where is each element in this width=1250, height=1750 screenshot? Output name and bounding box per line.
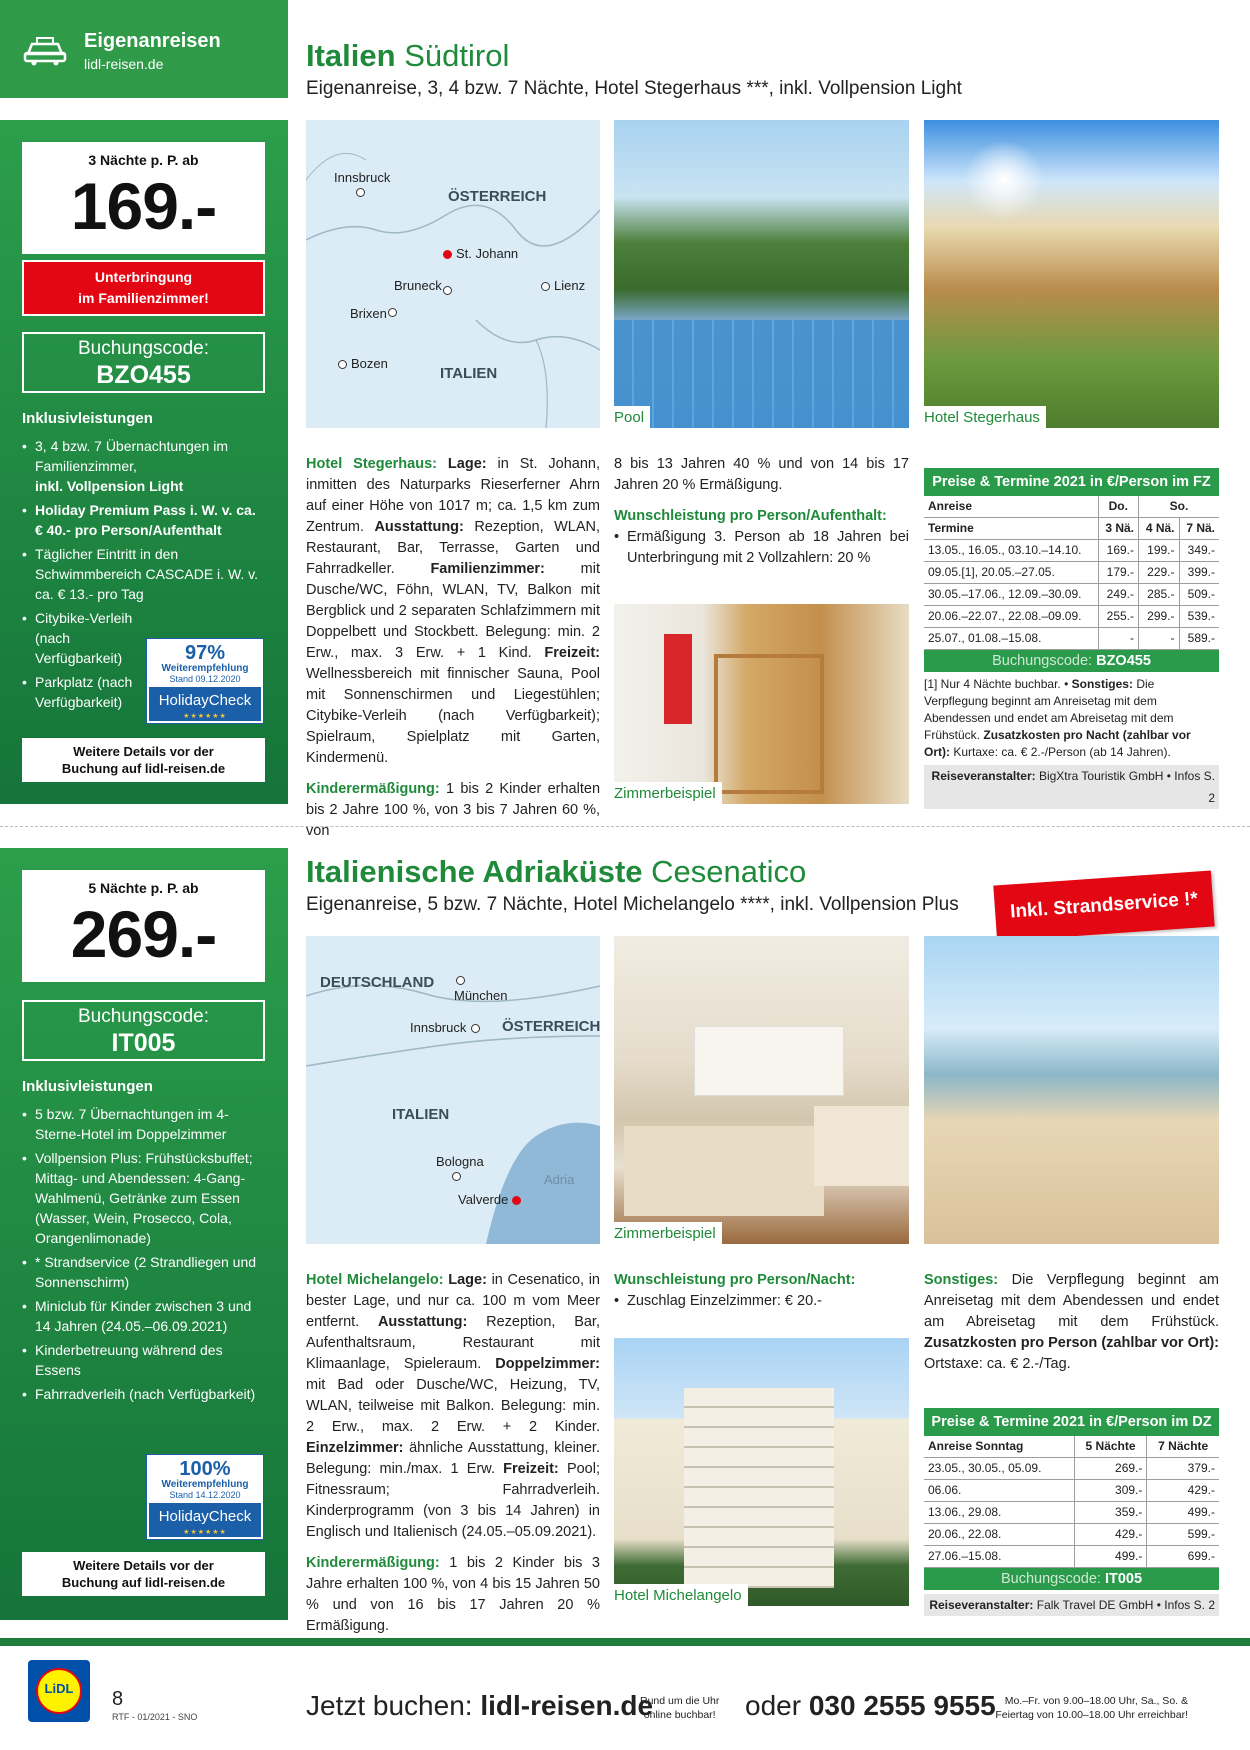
booking-code: BZO455 xyxy=(96,361,191,389)
price-value: 269.- xyxy=(70,897,217,971)
holidaycheck-logo: HolidayCheck ★★★★★★ xyxy=(149,687,261,721)
image-caption: Zimmerbeispiel xyxy=(614,1222,722,1244)
list-item: • Kinderbetreuung während des Essens xyxy=(22,1340,267,1380)
map-label-muenchen: München xyxy=(454,988,508,1003)
beach-service-badge: Inkl. Strandservice !* xyxy=(993,870,1214,941)
map-label-lienz: Lienz xyxy=(554,278,586,293)
offer2-subtitle: Eigenanreise, 5 bzw. 7 Nächte, Hotel Michelangelo ****, inkl. Vollpension Plus xyxy=(306,894,959,915)
map-destination-marker xyxy=(443,250,452,259)
offer1-map xyxy=(306,120,600,428)
map-country-austria: ÖSTERREICH xyxy=(448,188,547,205)
offer2-price-box xyxy=(22,870,265,982)
booking-code-box xyxy=(22,1000,265,1061)
list-item: • Fahrradverleih (nach Verfügbarkeit) xyxy=(22,1384,267,1404)
map-country-italy: ITALIEN xyxy=(392,1106,450,1123)
page-number: 8 xyxy=(112,1688,124,1710)
car-icon xyxy=(22,34,68,66)
map-label-st-johann: St. Johann xyxy=(456,246,519,261)
map-marker xyxy=(388,308,397,317)
holidaycheck-badge xyxy=(146,638,264,724)
table-row: 13.05., 16.05., 03.10.–14.10. 169.- 199.- 349.- xyxy=(924,540,1219,562)
details-link[interactable]: Weitere Details vor der Buchung auf lidl-reisen.de xyxy=(22,1552,265,1596)
list-item: • Holiday Premium Pass i. W. v. ca. € 40.- pro Person/Aufenthalt xyxy=(22,500,267,540)
map-country-italy: ITALIEN xyxy=(440,365,498,382)
list-item: • 3, 4 bzw. 7 Übernachtungen im Familienzimmer, inkl. Vollpension Light xyxy=(22,436,267,496)
map-label-bozen: Bozen xyxy=(351,356,388,371)
list-item: • * Strandservice (2 Strandliegen und Sonnenschirm) xyxy=(22,1252,267,1292)
map-label-valverde: Valverde xyxy=(458,1192,509,1207)
offer1-price-box xyxy=(22,142,265,254)
map-destination-marker xyxy=(512,1196,521,1205)
offer2-wish-service xyxy=(614,1270,909,1312)
room-image xyxy=(614,604,909,804)
table-row: 23.05., 30.05., 05.09. 269.- 379.- xyxy=(924,1458,1219,1480)
map-label-brixen: Brixen xyxy=(350,306,387,321)
holidaycheck-logo: HolidayCheck ★★★★★★ xyxy=(149,1503,261,1537)
recommendation-percent: 100% xyxy=(179,1458,231,1480)
map-label-bruneck: Bruneck xyxy=(394,278,442,293)
badge-line-2: im Familienzimmer! xyxy=(78,290,209,306)
offer1-price-table: Preise & Termine 2021 in €/Person im FZ Anreise Do. So. Termine 3 Nä. 4 Nä. 7 Nä. 13.05., 16.05., 03.10.–14.10. 169.- 199.- 349.- 09.05.[1], 20.05.–27.05. 179.- 229.- 399.- 30.05.–17.06., 12.09.–30.09. 249.- 285.- 509.- 20.06.–22.07., 22.08.–09.09. 255.- 299.- 539.- 25.07., 01.08.–15.08. - - 589.- Buchungscode: BZO455 [1] Nur 4 Nächte buchbar. • Sonstiges: Die Verpflegung beginnt am Anreisetag mit dem Abendessen und endet am Abreisetag mit dem Frühstück. Zusatzkosten pro Nacht (zahlbar vor Ort): Kurtaxe: ca. € 2.-/Person (ab 14 Jahren). Reiseveranstalter: BigXtra Touristik GmbH • Infos S. 2 xyxy=(924,468,1219,809)
offer2-sidebar xyxy=(0,848,288,1620)
table-booking-code: Buchungscode: IT005 xyxy=(924,1568,1219,1590)
inclusions-list xyxy=(22,1104,267,1408)
booking-code-label: Buchungscode: xyxy=(78,1006,209,1027)
holidaycheck-badge xyxy=(146,1454,264,1540)
list-item: • Miniclub für Kinder zwischen 3 und 14 Jahren (24.05.–06.09.2021) xyxy=(22,1296,267,1336)
booking-url[interactable]: lidl-reisen.de xyxy=(480,1690,654,1721)
table-row: 06.06. 309.- 429.- xyxy=(924,1480,1219,1502)
list-item: • Parkplatz (nach Verfügbarkeit) xyxy=(22,672,147,712)
table-row: 20.06.–22.07., 22.08.–09.09. 255.- 299.- 539.- xyxy=(924,606,1219,628)
image-caption: Hotel Stegerhaus xyxy=(924,406,1046,428)
section-url[interactable]: lidl-reisen.de xyxy=(84,56,164,72)
price-label: 5 Nächte p. P. ab xyxy=(88,880,199,896)
booking-code-box xyxy=(22,332,265,393)
table-row: 27.06.–15.08. 499.- 699.- xyxy=(924,1546,1219,1568)
section-title: Eigenanreisen xyxy=(84,30,221,52)
map-marker xyxy=(452,1172,461,1181)
table-booking-code: Buchungscode: BZO455 xyxy=(924,650,1219,672)
hotel-stegerhaus-image xyxy=(924,120,1219,428)
recommendation-date: Stand 14.12.2020 xyxy=(169,1490,241,1500)
offer1-sidebar xyxy=(0,120,288,804)
booking-call-to-action: Jetzt buchen: lidl-reisen.de xyxy=(306,1690,654,1721)
lidl-logo-text: LiDL xyxy=(44,1681,74,1696)
offer1-description-2: 8 bis 13 Jahren 40 % und von 14 bis 17 Jahren 20 % Ermäßigung. Wunschleistung pro Person/Aufenthalt: • Ermäßigung 3. Person ab 18 Jahren bei Unterbringung mit 2 Vollzahlern: 20 % xyxy=(614,454,909,569)
table-row: 20.06., 22.08. 429.- 599.- xyxy=(924,1524,1219,1546)
price-value: 169.- xyxy=(70,169,217,243)
recommendation-date: Stand 09.12.2020 xyxy=(169,674,241,684)
map-marker xyxy=(443,286,452,295)
map-country-germany: DEUTSCHLAND xyxy=(320,974,435,991)
map-marker xyxy=(541,282,550,291)
wish-service-label: Wunschleistung pro Person/Aufenthalt: xyxy=(614,508,887,524)
section-divider xyxy=(0,826,1250,827)
map-label-adria: Adria xyxy=(544,1172,575,1187)
offer2-map xyxy=(306,936,600,1244)
offer1-description: Hotel Stegerhaus: Lage: in St. Johann, inmitten des Naturparks Rieserferner Ahrn auf einer Höhe von 1017 m; ca. 1,5 km zum Zentrum. Ausstattung: Rezeption, WLAN, Restaurant, Bar, Terrasse, Garten und Fahrradkeller. Familienzimmer: mit Dusche/WC, Föhn, WLAN, TV, Balkon mit Bergblick und 2 separaten Schlafzimmern mit Doppelbett und Stockbett. Belegung: min. 2 Erw., max. 3 Erw. + 1 Kind. Freizeit: Wellnessbereich mit finnischer Sauna, Pool mit Sonnenschirmen und Liegestühlen; Citybike-Verleih (nach Verfügbarkeit); Spielraum, Spielplatz mit Garten, Kindermenü. Kinderermäßigung: 1 bis 2 Kinder erhalten bis 2 Jahre 100 %, von 3 bis 7 Jahren 60 %, von xyxy=(306,456,601,839)
map-label-innsbruck: Innsbruck xyxy=(334,170,391,185)
booking-code-label: Buchungscode: xyxy=(78,338,209,359)
wish-service-item: • Ermäßigung 3. Person ab 18 Jahren bei Unterbringung mit 2 Vollzahlern: 20 % xyxy=(614,527,909,569)
hotline-hours: Mo.–Fr. von 9.00–18.00 Uhr, Sa., So. & Feiertag von 10.00–18.00 Uhr erreichbar! xyxy=(995,1695,1188,1721)
tour-operator: Reiseveranstalter: BigXtra Touristik GmbH • Infos S. 2 xyxy=(924,765,1219,809)
lidl-logo xyxy=(28,1660,90,1722)
wish-service-label: Wunschleistung pro Person/Nacht: xyxy=(614,1272,856,1288)
hotel-michelangelo-image xyxy=(614,1338,909,1606)
map-marker xyxy=(356,188,365,197)
booking-code: IT005 xyxy=(111,1029,176,1057)
offer2-other-info: Sonstiges: Die Verpflegung beginnt am Anreisetag mit dem Abendessen und endet am Abreisetag mit dem Frühstück. Zusatzkosten pro Person (zahlbar vor Ort): Ortstaxe: ca. € 2.-/Tag. xyxy=(924,1272,1219,1372)
room-image xyxy=(614,936,909,1244)
print-code: RTF - 01/2021 - SNO xyxy=(112,1712,198,1722)
footer-bar xyxy=(0,1638,1250,1646)
list-item: • 5 bzw. 7 Übernachtungen im 4-Sterne-Hotel im Doppelzimmer xyxy=(22,1104,267,1144)
inclusions-heading: Inklusivleistungen xyxy=(22,1078,153,1095)
table-row: 30.05.–17.06., 12.09.–30.09. 249.- 285.- 509.- xyxy=(924,584,1219,606)
list-item: • Citybike-Verleih (nach Verfügbarkeit) xyxy=(22,608,147,668)
table-title: Preise & Termine 2021 in €/Person im FZ xyxy=(924,468,1219,496)
list-item: • Täglicher Eintritt in den Schwimmbereich CASCADE i. W. v. ca. € 13.- pro Tag xyxy=(22,544,267,604)
map-marker xyxy=(456,976,465,985)
table-row: 25.07., 01.08.–15.08. - - 589.- xyxy=(924,628,1219,650)
recommendation-percent: 97% xyxy=(184,642,226,664)
phone-booking: oder 030 2555 9555 xyxy=(745,1690,996,1721)
recommendation-label: Weiterempfehlung xyxy=(161,1479,249,1490)
price-label: 3 Nächte p. P. ab xyxy=(88,152,199,168)
list-item: • Vollpension Plus: Frühstücksbuffet; Mittag- und Abendessen: 4-Gang-Wahlmenü, Getränke zum Essen (Wasser, Wein, Prosecco, Cola, Orangenlimonade) xyxy=(22,1148,267,1248)
beach-family-image xyxy=(924,936,1219,1244)
badge-line-1: Unterbringung xyxy=(94,269,193,285)
pool-image xyxy=(614,120,909,428)
offer2-price-table: Preise & Termine 2021 in €/Person im DZ Anreise Sonntag 5 Nächte 7 Nächte 23.05., 30.05., 05.09. 269.- 379.- 06.06. 309.- 429.- 13.06., 29.08. 359.- 499.- 20.06., 22.08. 429.- 599.- 27.06.–15.08. 499.- 699.- Buchungscode: IT005 Reiseveranstalter: Falk Travel DE GmbH • Infos S. 2 xyxy=(924,1408,1219,1616)
online-booking-note: Rund um die Uhr online buchbar! xyxy=(640,1695,720,1721)
family-room-badge xyxy=(22,260,265,316)
image-caption: Pool xyxy=(614,406,650,428)
map-label-bologna: Bologna xyxy=(436,1154,484,1169)
table-row: 09.05.[1], 20.05.–27.05. 179.- 229.- 399.- xyxy=(924,562,1219,584)
offer2-description: Hotel Michelangelo: Lage: in Cesenatico, in bester Lage, und nur ca. 100 m vom Meer entfernt. Ausstattung: Rezeption, Bar, Aufenthaltsraum, Restaurant mit Klimaanlage, Spieleraum. Doppelzimmer: mit Bad oder Dusche/WC, Heizung, TV, WLAN, teilweise mit Balkon. Belegung: min. 2 Erw., max. 2 Erw. + 2 Kinder. Einzelzimmer: ähnliche Ausstattung, kleiner. Belegung: min./max. 1 Erw. Freizeit: Pool; Fitnessraum; Fahrradverleih. Kinderprogramm (von 3 bis 14 Jahren) in Englisch und Italienisch (24.05.–05.09.2021). Kinderermäßigung: 1 bis 2 Kinder bis 3 Jahre erhalten 100 %, von 4 bis 15 Jahren 50 % und von 16 bis 17 Jahren 20 % Ermäßigung. xyxy=(306,1272,601,1634)
table-title: Preise & Termine 2021 in €/Person im DZ xyxy=(924,1408,1219,1436)
map-label-innsbruck: Innsbruck xyxy=(410,1020,467,1035)
inclusions-heading: Inklusivleistungen xyxy=(22,410,153,427)
table-notes: [1] Nur 4 Nächte buchbar. • Sonstiges: Die Verpflegung beginnt am Anreisetag mit dem Abendessen und endet am Abreisetag mit dem Frühstück. Zusatzkosten pro Nacht (zahlbar vor Ort): Kurtaxe: ca. € 2.-/Person (ab 14 Jahren). xyxy=(924,677,1191,759)
offer1-subtitle: Eigenanreise, 3, 4 bzw. 7 Nächte, Hotel Stegerhaus ***, inkl. Vollpension Light xyxy=(306,78,962,99)
image-caption: Zimmerbeispiel xyxy=(614,782,722,804)
wish-service-item: • Zuschlag Einzelzimmer: € 20.- xyxy=(614,1291,909,1312)
map-marker xyxy=(338,360,347,369)
tour-operator: Reiseveranstalter: Falk Travel DE GmbH • Infos S. 2 xyxy=(924,1594,1219,1616)
details-link[interactable]: Weitere Details vor der Buchung auf lidl-reisen.de xyxy=(22,738,265,782)
map-country-austria: ÖSTERREICH xyxy=(502,1018,600,1035)
offer2-title: Italienische Adriaküste Cesenatico xyxy=(306,854,807,889)
map-marker xyxy=(471,1024,480,1033)
phone-number[interactable]: 030 2555 9555 xyxy=(808,1690,996,1721)
table-row: 13.06., 29.08. 359.- 499.- xyxy=(924,1502,1219,1524)
image-caption: Hotel Michelangelo xyxy=(614,1584,748,1606)
offer1-title: Italien Südtirol xyxy=(306,38,510,73)
recommendation-label: Weiterempfehlung xyxy=(161,663,249,674)
